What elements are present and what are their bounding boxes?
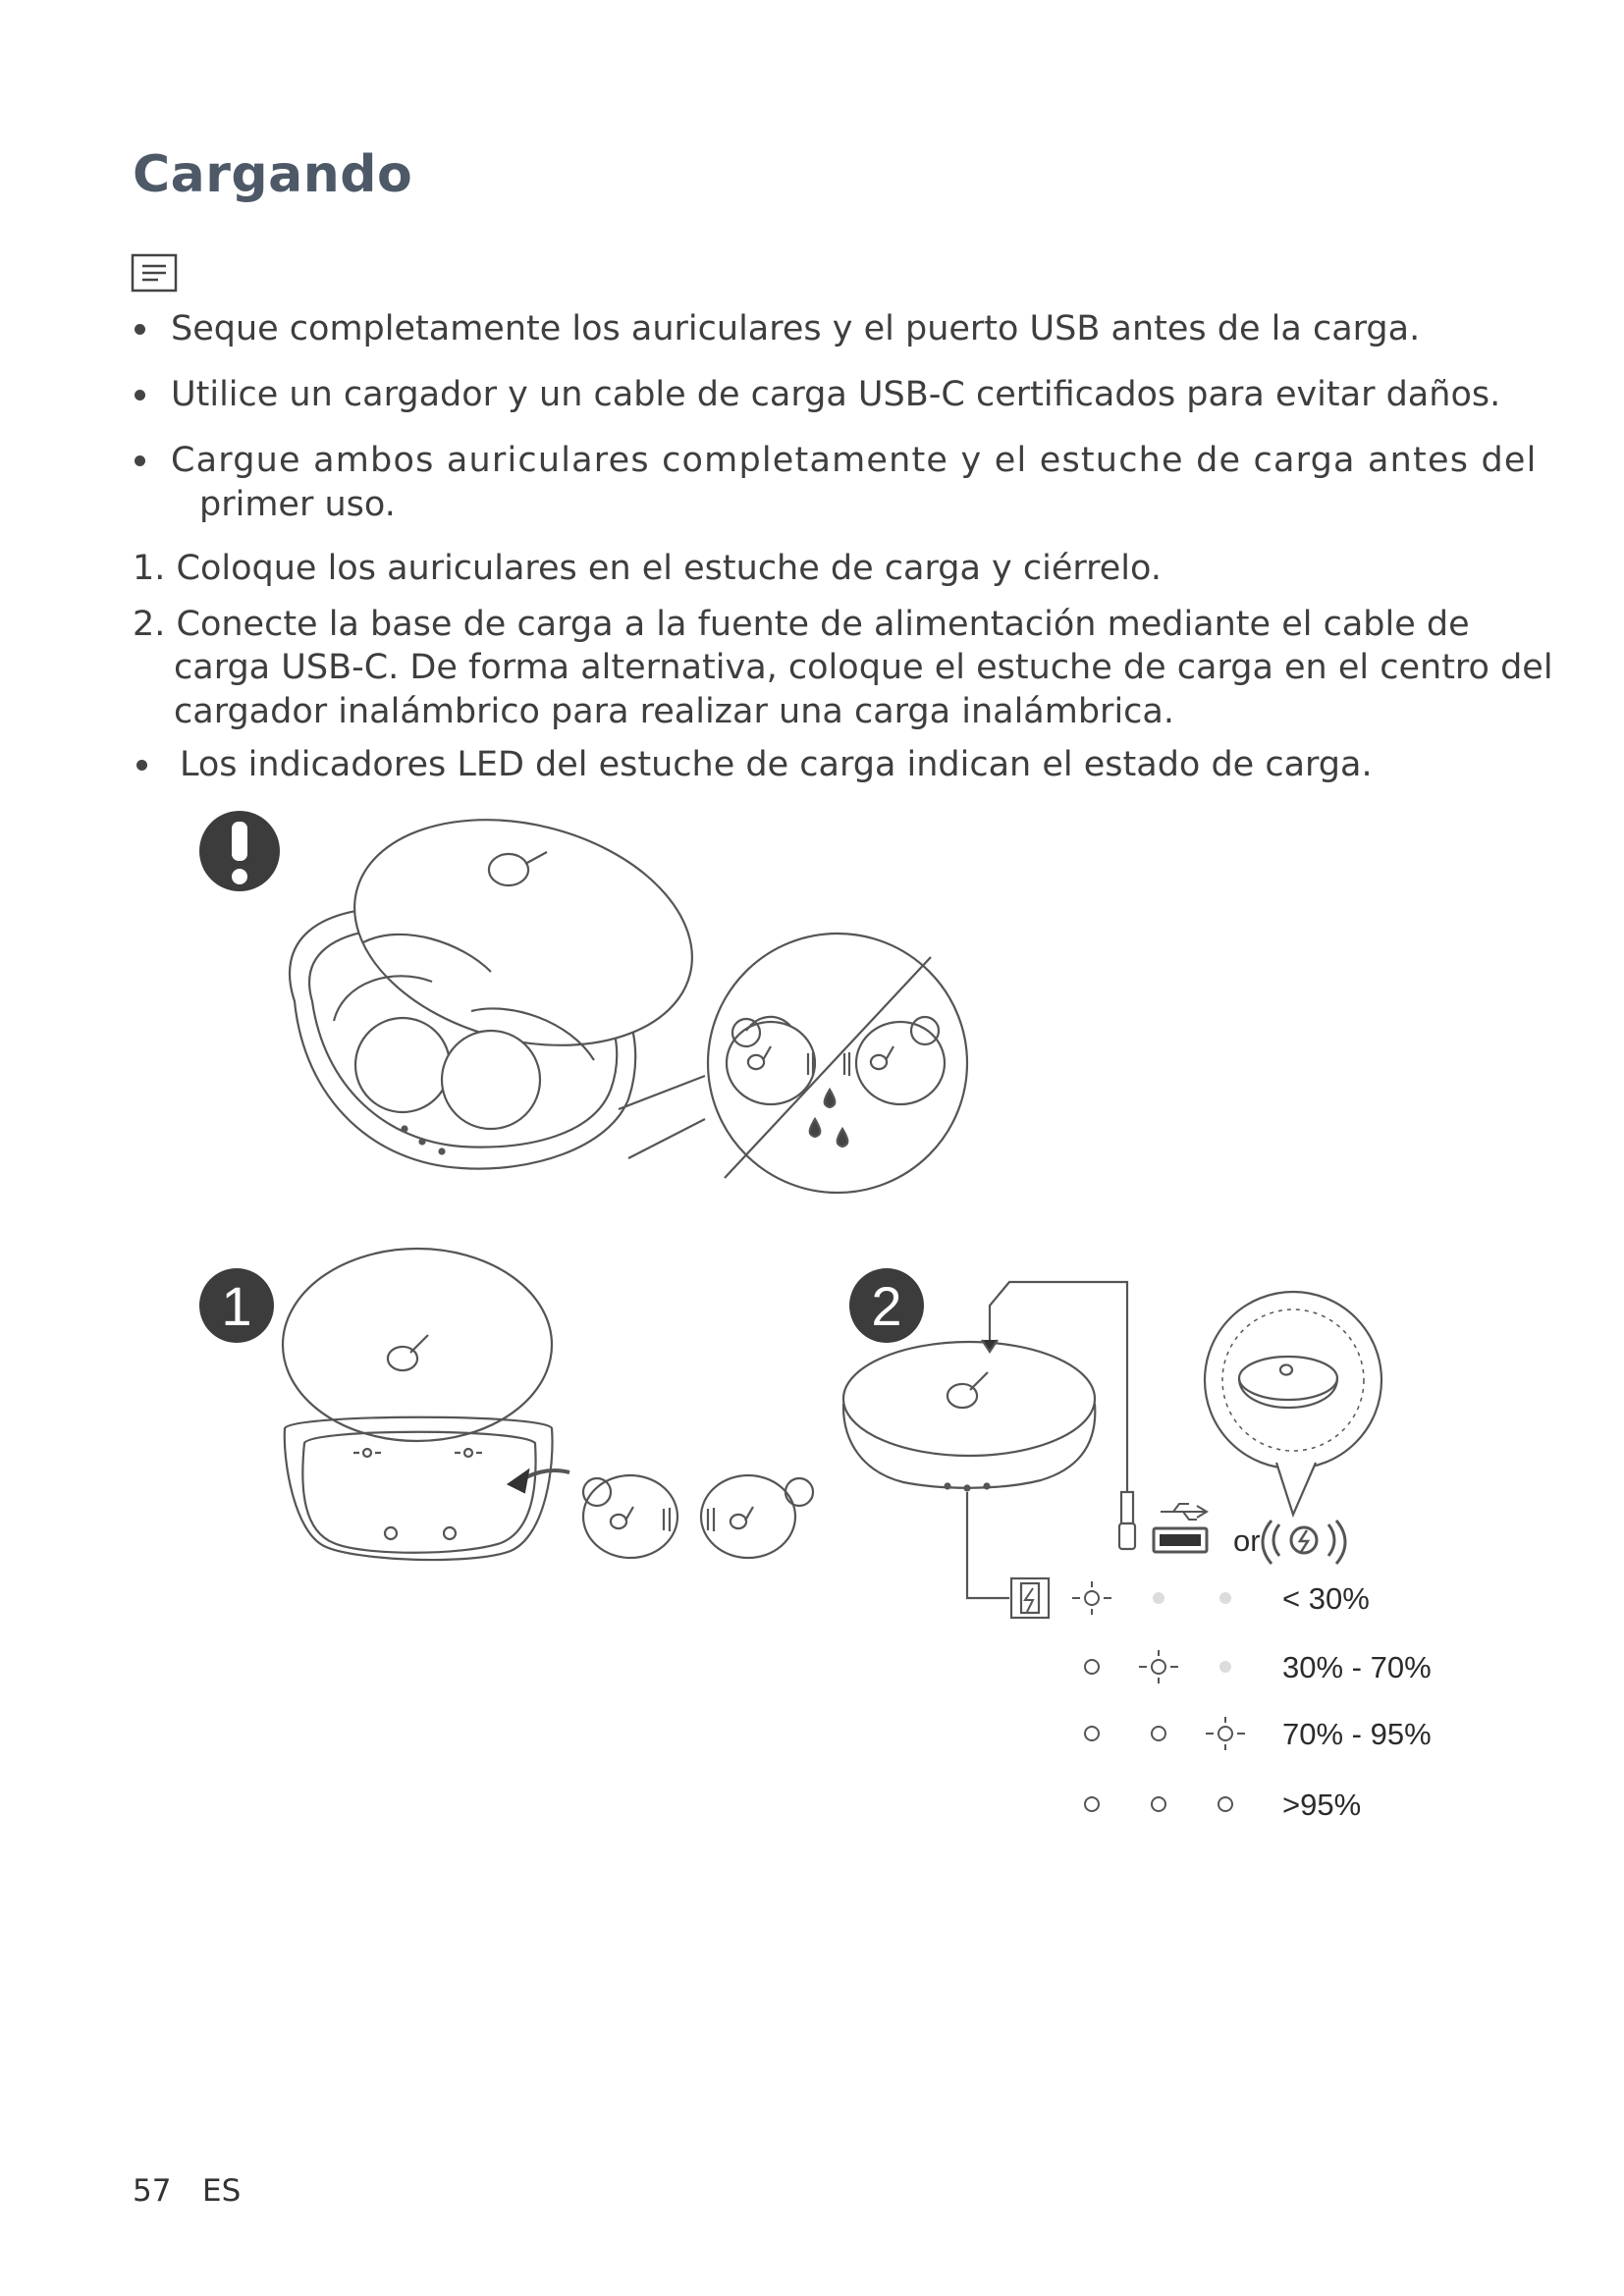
led-row (1085, 1650, 1231, 1683)
led-note: Los indicadores LED del estuche de carga indican el estado de carga. (180, 745, 1373, 784)
led-level-label: >95% (1282, 1788, 1362, 1822)
wireless-charging-icon (1263, 1521, 1345, 1564)
step-1: 1. Coloque los auriculares en el estuche de carga y ciérrelo. (133, 549, 1162, 588)
step-badge-number: 1 (221, 1275, 252, 1337)
led-off-icon (1219, 1661, 1231, 1673)
page-number: 57 (133, 2173, 172, 2209)
language-code: ES (202, 2173, 242, 2209)
step-2-continuation: carga USB-C. De forma alternativa, coloque el estuche de carga en el centro del (174, 648, 1553, 687)
led-indicator-table (1072, 1581, 1245, 1811)
led-level-label: 70% - 95% (1282, 1717, 1432, 1751)
note-item: Cargue ambos auriculares completamente y el estuche de carga antes del (171, 441, 1538, 480)
led-on-icon (1085, 1727, 1099, 1740)
case-step-1-illustration (283, 1249, 813, 1560)
led-off-icon (1219, 1592, 1231, 1604)
led-level-label: < 30% (1282, 1581, 1370, 1616)
led-on-icon (1085, 1797, 1099, 1811)
led-row (1072, 1581, 1231, 1615)
note-item: Utilice un cargador y un cable de carga USB-C certificados para evitar daños. (171, 375, 1501, 414)
led-on-icon (1152, 1797, 1165, 1811)
led-on-icon (1085, 1660, 1099, 1674)
note-item: Seque completamente los auriculares y el puerto USB antes de la carga. (171, 309, 1421, 348)
led-blinking-icon (1218, 1727, 1232, 1740)
step-2-continuation: cargador inalámbrico para realizar una carga inalámbrica. (174, 692, 1174, 731)
step-2: 2. Conecte la base de carga a la fuente de alimentación mediante el cable de (133, 605, 1470, 644)
led-blinking-icon (1085, 1591, 1099, 1605)
case-step-2-illustration (843, 1282, 1381, 1618)
exclamation-icon (199, 811, 280, 891)
note-item-continuation: primer uso. (199, 485, 396, 524)
open-case-illustration (290, 786, 716, 1169)
led-on-icon (1152, 1727, 1165, 1740)
step-badge-number: 2 (871, 1275, 902, 1337)
led-level-label: 30% - 70% (1282, 1650, 1432, 1684)
page-title: Cargando (133, 145, 413, 204)
led-blinking-icon (1152, 1660, 1165, 1674)
led-row (1085, 1717, 1245, 1750)
or-label: or (1233, 1523, 1261, 1558)
led-on-icon (1218, 1797, 1232, 1811)
led-row (1085, 1797, 1232, 1811)
led-off-icon (1153, 1592, 1164, 1604)
